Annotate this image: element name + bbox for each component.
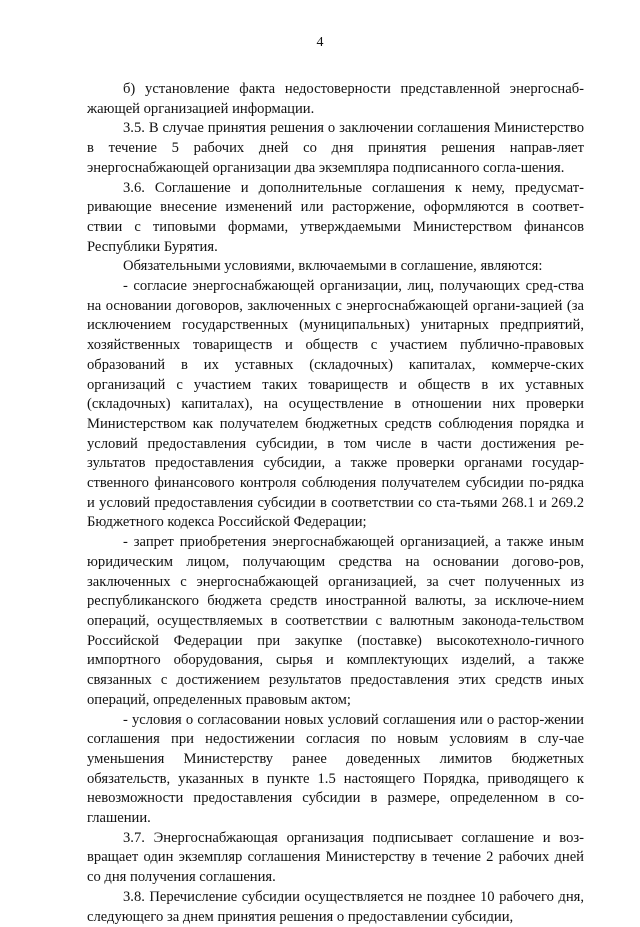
paragraph-3-4b: б) установление факта недостоверности представленной энергоснаб-жающей организацией информации. <box>87 81 584 117</box>
document-body <box>87 80 584 927</box>
paragraph-3-7: 3.7. Энергоснабжающая организация подписывает соглашение и воз-вращает один экземпляр соглашения Министерству в течение 2 рабочих дней со дня получения соглашения. <box>87 829 584 886</box>
paragraph-3-5: 3.5. В случае принятия решения о заключении соглашения Министерство в течение 5 рабочих дней со дня принятия решения направ-ляет энергоснабжающей организации два экземпляра подписанного согла-шения. <box>87 120 584 176</box>
paragraph-condition-new-terms: - условия о согласовании новых условий соглашения или о растор-жении соглашения при недостижении согласия по новым условиям в слу-чае уменьшения Министерству ранее доведенных лимитов бюджетных обязательств, указанных в пункте 1.5 настоящего Порядка, приводящего к невозможности предоставления субсидии в размере, определенном в со-глашении. <box>87 711 584 827</box>
paragraph-3-8: 3.8. Перечисление субсидии осуществляется не позднее 10 рабочего дня, следующего за днем принятия решения о предоставлении субсидии, <box>87 888 584 925</box>
paragraph-condition-currency-ban: - запрет приобретения энергоснабжающей организацией, а также иным юридическим лицом, получающим средства на основании догово-ров, заключенных с энергоснабжающей организацией, за счет полученных из республиканского бюджета средств иностранной валюты, за исключе-нием операций, осуществляемых в соответствии с валютным законода-тельством Российской Федерации при закупке (поставке) высокотехноло-гичного импортного оборудования, сырья и комплектующих изделий, а также связанных с достижением результатов предоставления этих средств иных операций, определенных правовым актом; <box>87 534 584 708</box>
paragraph-mandatory-conditions: Обязательными условиями, включаемыми в соглашение, являются: <box>123 258 543 275</box>
paragraph-3-6: 3.6. Соглашение и дополнительные соглашения к нему, предусмат-ривающие внесение изменений или расторжение, оформляются в соответ-ствии с типовыми формами, утверждаемыми Министерством финансов Республики Бурятия. <box>87 179 584 255</box>
page-number: 4 <box>316 35 324 50</box>
paragraph-condition-consent: - согласие энергоснабжающей организации, лиц, получающих сред-ства на основании договоров, заключенных с энергоснабжающей органи-зацией (за исключением государственных (муниципальных) унитарных предприятий, хозяйственных товариществ и обществ с участием публично-правовых образований в их уставных (складочных) капиталах, коммерче-ских организаций с участием таких товариществ и обществ в их уставных (складочных) капиталах), на осуществление в отношении них проверки Министерством как получателем бюджетных средств соблюдения порядка и условий предоставления субсидии, в том числе в части достижения ре-зультатов предоставления субсидии, а также проверки органами государ-ственного финансового контроля соблюдения получателем субсидии по-рядка и условий предоставления субсидии в соответствии со ста-тьями 268.1 и 269.2 Бюджетного кодекса Российской Федерации; <box>87 278 584 531</box>
